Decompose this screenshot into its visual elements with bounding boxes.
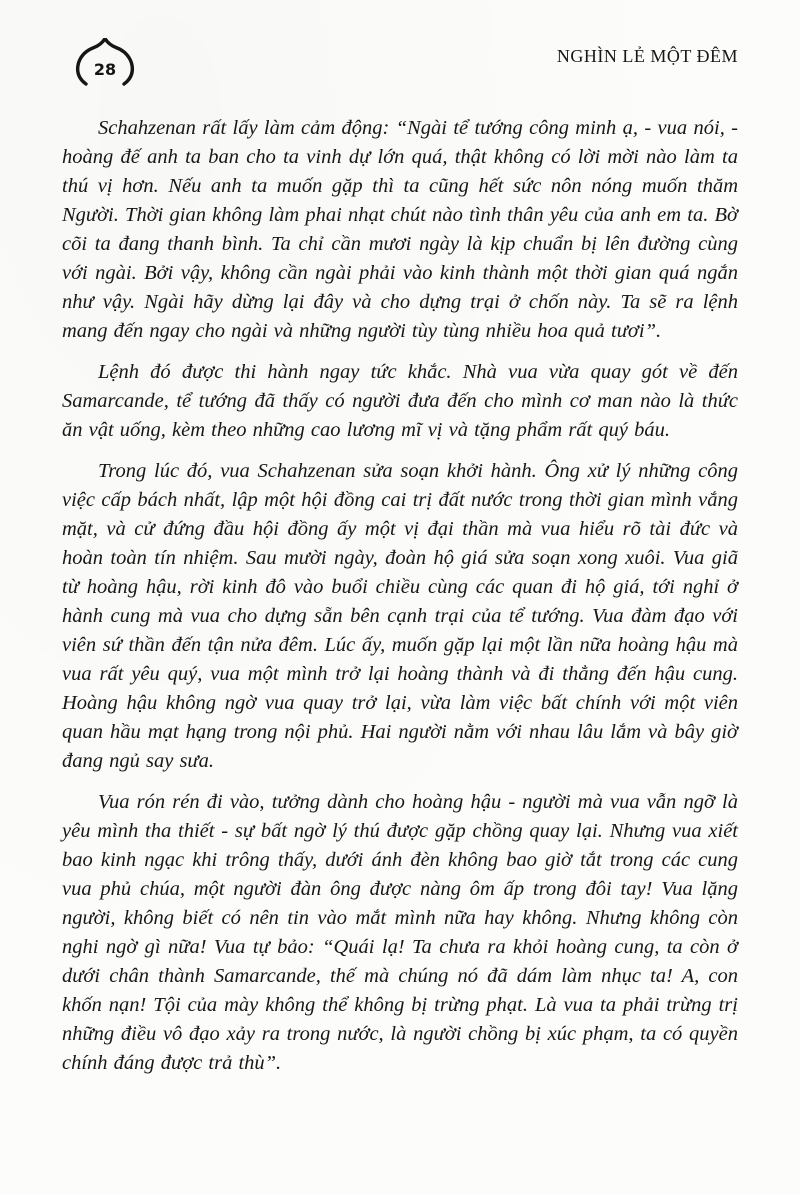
body-paragraph: Vua rón rén đi vào, tưởng dành cho hoàng hậu - người mà vua vẫn ngỡ là yêu mình tha thiết - sự bất ngờ lý thú được gặp chồng quay lại. Nhưng vua xiết bao kinh ngạc khi trông thấy, dưới ánh đèn không bao giờ tắt trong các cung vua phủ chúa, một người đàn ông được nàng ôm ấp trong đôi tay! Vua lặng người, không biết có nên tin vào mắt mình nữa hay không. Nhưng không còn nghi ngờ gì nữa! Vua tự bảo: “Quái lạ! Ta chưa ra khỏi hoàng cung, ta còn ở dưới chân thành Samarcande, thế mà chúng nó đã dám làm nhục ta! A, con khốn nạn! Tội của mày không thể không bị trừng phạt. Là vua ta phải trừng trị những điều vô đạo xảy ra trong nước, là người chồng bị xúc phạm, ta có quyền chính đáng được trả thù”. <box>62 791 738 1074</box>
body-paragraph: Lệnh đó được thi hành ngay tức khắc. Nhà vua vừa quay gót về đến Samarcande, tể tướng đã thấy có người đưa đến cho mình cơ man nào là thức ăn vật uống, kèm theo những cao lương mĩ vị và tặng phẩm rất quý báu. <box>62 361 738 441</box>
body-paragraph: Schahzenan rất lấy làm cảm động: “Ngài tể tướng công minh ạ, - vua nói, - hoàng đế anh ta ban cho ta vinh dự lớn quá, thật không có lời mời nào làm ta thú vị hơn. Nếu anh ta muốn gặp thì ta cũng hết sức nôn nóng muốn thăm Người. Thời gian không làm phai nhạt chút nào tình thân yêu của anh em ta. Bờ cõi ta đang thanh bình. Ta chỉ cần mươi ngày là kịp chuẩn bị lên đường cùng với ngài. Bởi vậy, không cần ngài phải vào kinh thành một thời gian quá ngắn như vậy. Ngài hãy dừng lại đây và cho dựng trại ở chốn này. Ta sẽ ra lệnh mang đến ngay cho ngài và những người tùy tùng nhiều hoa quả tươi”. <box>62 117 738 342</box>
running-header: NGHÌN LẺ MỘT ĐÊM <box>556 46 738 66</box>
page-number-badge <box>74 38 136 94</box>
body-paragraph: Trong lúc đó, vua Schahzenan sửa soạn khởi hành. Ông xử lý những công việc cấp bách nhất, lập một hội đồng cai trị đất nước trong thời gian mình vắng mặt, và cử đứng đầu hội đồng ấy một vị đại thần mà vua hiểu rõ tài đức và hoàn toàn tín nhiệm. Sau mười ngày, đoàn hộ giá sửa soạn xong xuôi. Vua giã từ hoàng hậu, rời kinh đô vào buổi chiều cùng các quan đi hộ giá, tới nghỉ ở hành cung mà vua cho dựng sẵn bên cạnh trại của tể tướng. Vua đàm đạo với viên sứ thần đến tận nửa đêm. Lúc ấy, muốn gặp lại một lần nữa hoàng hậu mà vua rất yêu quý, vua một mình trở lại hoàng thành và đi thẳng đến hậu cung. Hoàng hậu không ngờ vua quay trở lại, vừa làm việc bất chính với một viên quan hầu mạt hạng trong nội phủ. Hai người nằm với nhau lâu lắm và bây giờ đang ngủ say sưa. <box>62 460 738 772</box>
page-number: 28 <box>93 60 117 79</box>
body-text <box>62 114 738 1078</box>
page-header-row <box>62 38 738 100</box>
